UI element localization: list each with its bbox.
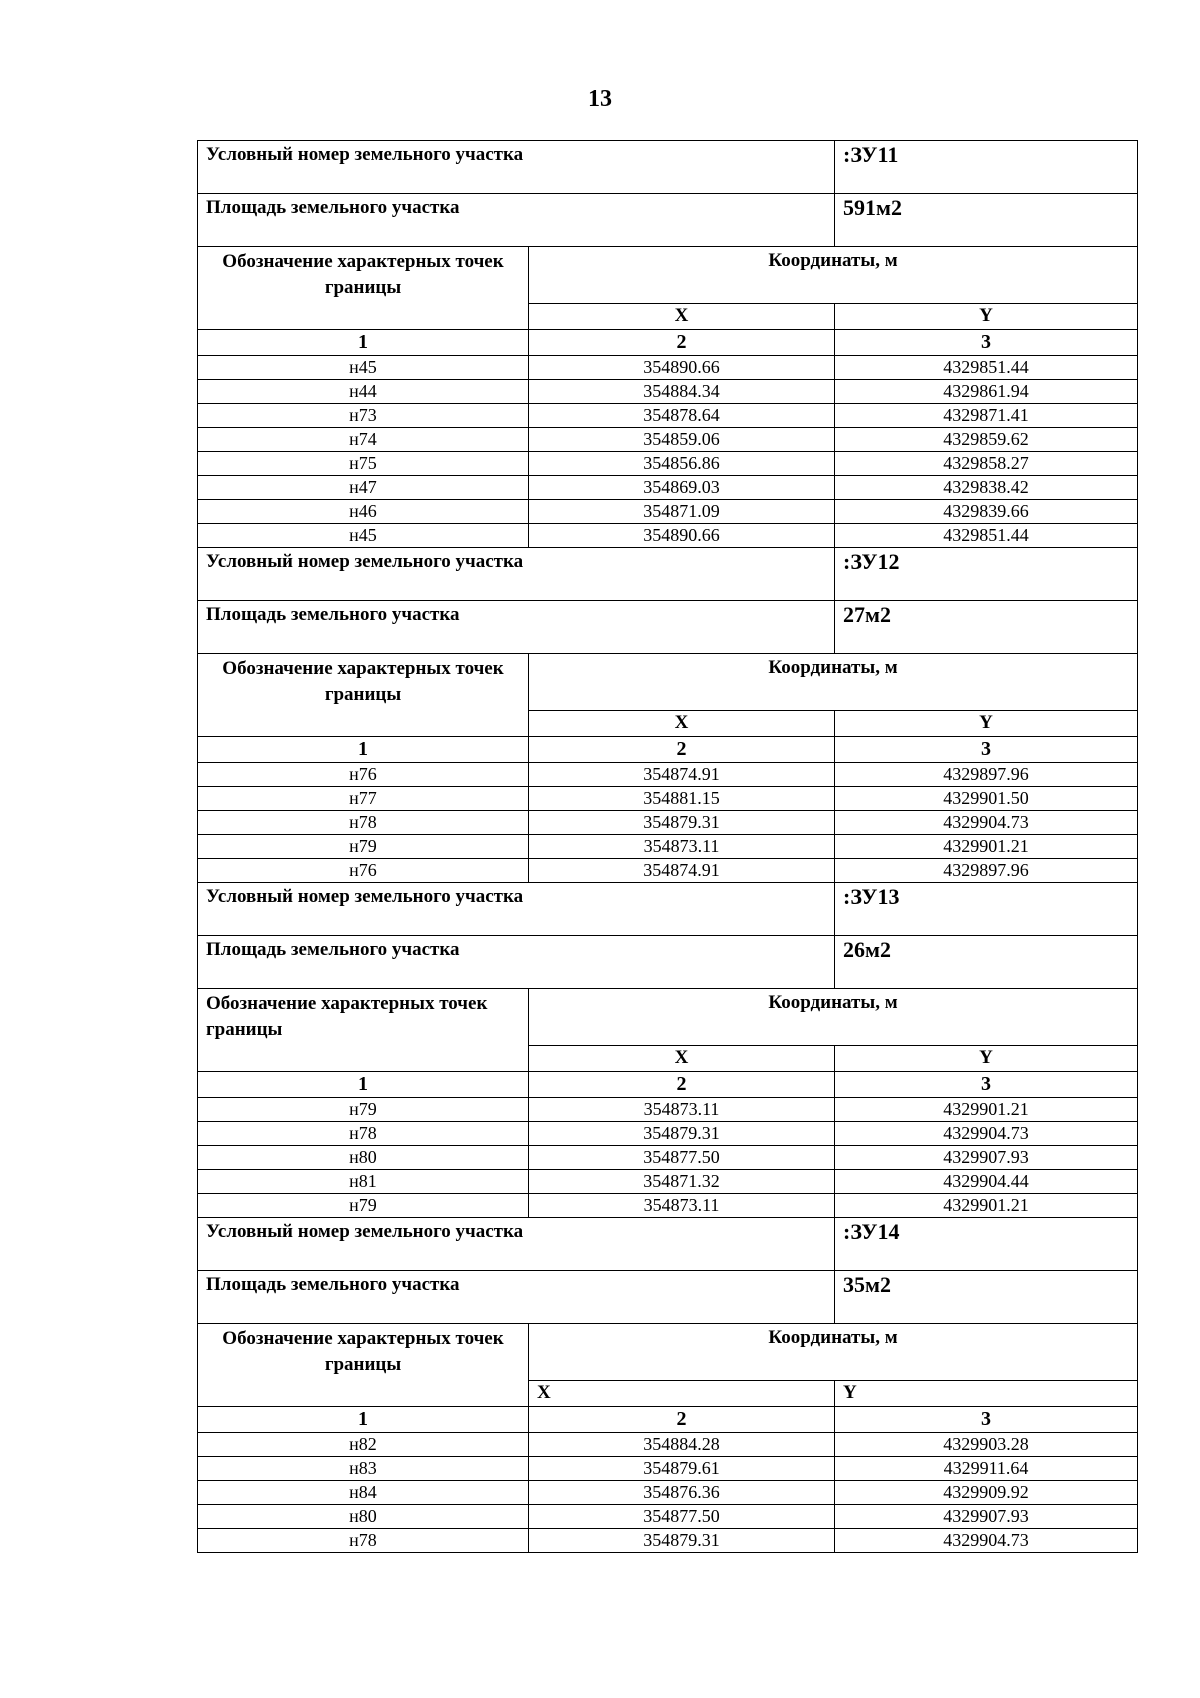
column-index-2: 2 <box>529 330 835 356</box>
point-row <box>198 452 1138 476</box>
plot-area-row <box>198 936 1138 989</box>
page-number: 13 <box>588 86 612 112</box>
column-index-3: 3 <box>835 330 1138 356</box>
point-row <box>198 524 1138 548</box>
point-name: н83 <box>198 1457 529 1481</box>
point-y: 4329904.73 <box>835 1122 1138 1146</box>
point-name: н76 <box>198 859 529 883</box>
x-header: X <box>529 711 835 737</box>
point-x: 354878.64 <box>529 404 835 428</box>
coords-header-row <box>198 247 1138 304</box>
point-row <box>198 1481 1138 1505</box>
point-y: 4329858.27 <box>835 452 1138 476</box>
points-designation-header: Обозначение характерных точек границы <box>198 654 529 737</box>
plot-number-row <box>198 1218 1138 1271</box>
point-row <box>198 787 1138 811</box>
plot-number-value: :ЗУ11 <box>835 141 1138 194</box>
plot-number-label: Условный номер земельного участка <box>198 883 835 936</box>
column-index-row <box>198 1072 1138 1098</box>
point-name: н84 <box>198 1481 529 1505</box>
point-name: н79 <box>198 1098 529 1122</box>
plot-number-row <box>198 548 1138 601</box>
point-y: 4329851.44 <box>835 356 1138 380</box>
column-index-3: 3 <box>835 1072 1138 1098</box>
column-index-3: 3 <box>835 1407 1138 1433</box>
points-designation-header: Обозначение характерных точек границы <box>198 1324 529 1407</box>
x-header: X <box>529 304 835 330</box>
plot-number-label: Условный номер земельного участка <box>198 141 835 194</box>
column-index-1: 1 <box>198 330 529 356</box>
point-x: 354890.66 <box>529 524 835 548</box>
point-row <box>198 763 1138 787</box>
point-row <box>198 428 1138 452</box>
point-x: 354877.50 <box>529 1146 835 1170</box>
point-y: 4329901.21 <box>835 1098 1138 1122</box>
y-header: Y <box>835 1381 1138 1407</box>
point-x: 354879.31 <box>529 1529 835 1553</box>
land-plots-table <box>197 140 1138 1553</box>
point-name: н45 <box>198 356 529 380</box>
point-x: 354890.66 <box>529 356 835 380</box>
coords-header-row <box>198 989 1138 1046</box>
plot-number-value: :ЗУ13 <box>835 883 1138 936</box>
point-row <box>198 811 1138 835</box>
plot-number-row <box>198 141 1138 194</box>
point-name: н79 <box>198 835 529 859</box>
plot-number-label: Условный номер земельного участка <box>198 1218 835 1271</box>
points-designation-header: Обозначение характерных точек границы <box>198 989 529 1072</box>
point-name: н80 <box>198 1505 529 1529</box>
point-row <box>198 1146 1138 1170</box>
column-index-2: 2 <box>529 737 835 763</box>
point-x: 354879.61 <box>529 1457 835 1481</box>
point-name: н74 <box>198 428 529 452</box>
plot-area-row <box>198 601 1138 654</box>
point-y: 4329907.93 <box>835 1146 1138 1170</box>
point-name: н44 <box>198 380 529 404</box>
plot-area-row <box>198 1271 1138 1324</box>
point-row <box>198 859 1138 883</box>
point-row <box>198 1098 1138 1122</box>
point-x: 354873.11 <box>529 835 835 859</box>
point-x: 354884.34 <box>529 380 835 404</box>
point-y: 4329859.62 <box>835 428 1138 452</box>
point-name: н78 <box>198 1529 529 1553</box>
point-x: 354877.50 <box>529 1505 835 1529</box>
point-y: 4329861.94 <box>835 380 1138 404</box>
column-index-row <box>198 737 1138 763</box>
point-x: 354879.31 <box>529 1122 835 1146</box>
point-x: 354869.03 <box>529 476 835 500</box>
point-name: н79 <box>198 1194 529 1218</box>
point-y: 4329904.73 <box>835 1529 1138 1553</box>
point-x: 354876.36 <box>529 1481 835 1505</box>
point-row <box>198 1122 1138 1146</box>
point-name: н76 <box>198 763 529 787</box>
point-y: 4329909.92 <box>835 1481 1138 1505</box>
point-name: н77 <box>198 787 529 811</box>
point-name: н75 <box>198 452 529 476</box>
point-name: н82 <box>198 1433 529 1457</box>
column-index-row <box>198 330 1138 356</box>
plot-area-value: 27м2 <box>835 601 1138 654</box>
point-row <box>198 1170 1138 1194</box>
point-x: 354884.28 <box>529 1433 835 1457</box>
y-header: Y <box>835 304 1138 330</box>
point-row <box>198 1505 1138 1529</box>
point-y: 4329897.96 <box>835 859 1138 883</box>
point-y: 4329904.44 <box>835 1170 1138 1194</box>
point-y: 4329851.44 <box>835 524 1138 548</box>
coordinates-header: Координаты, м <box>529 989 1138 1046</box>
point-y: 4329901.21 <box>835 835 1138 859</box>
point-x: 354856.86 <box>529 452 835 476</box>
point-x: 354859.06 <box>529 428 835 452</box>
point-x: 354879.31 <box>529 811 835 835</box>
point-y: 4329903.28 <box>835 1433 1138 1457</box>
point-y: 4329838.42 <box>835 476 1138 500</box>
column-index-1: 1 <box>198 1407 529 1433</box>
column-index-1: 1 <box>198 737 529 763</box>
plot-area-row <box>198 194 1138 247</box>
plot-area-value: 591м2 <box>835 194 1138 247</box>
point-row <box>198 356 1138 380</box>
point-x: 354873.11 <box>529 1194 835 1218</box>
point-name: н47 <box>198 476 529 500</box>
coordinates-header: Координаты, м <box>529 1324 1138 1381</box>
point-row <box>198 500 1138 524</box>
plot-area-label: Площадь земельного участка <box>198 1271 835 1324</box>
column-index-1: 1 <box>198 1072 529 1098</box>
point-name: н80 <box>198 1146 529 1170</box>
point-name: н46 <box>198 500 529 524</box>
point-row <box>198 1457 1138 1481</box>
column-index-3: 3 <box>835 737 1138 763</box>
point-row <box>198 1433 1138 1457</box>
point-y: 4329904.73 <box>835 811 1138 835</box>
plot-area-label: Площадь земельного участка <box>198 936 835 989</box>
point-name: н73 <box>198 404 529 428</box>
point-y: 4329911.64 <box>835 1457 1138 1481</box>
point-x: 354871.09 <box>529 500 835 524</box>
plot-number-value: :ЗУ14 <box>835 1218 1138 1271</box>
coordinates-header: Координаты, м <box>529 654 1138 711</box>
column-index-2: 2 <box>529 1407 835 1433</box>
coords-header-row <box>198 654 1138 711</box>
point-row <box>198 835 1138 859</box>
x-header: X <box>529 1046 835 1072</box>
point-x: 354871.32 <box>529 1170 835 1194</box>
point-row <box>198 1194 1138 1218</box>
point-row <box>198 476 1138 500</box>
point-name: н81 <box>198 1170 529 1194</box>
point-name: н78 <box>198 811 529 835</box>
point-x: 354873.11 <box>529 1098 835 1122</box>
x-header: X <box>529 1381 835 1407</box>
plot-area-value: 35м2 <box>835 1271 1138 1324</box>
point-row <box>198 380 1138 404</box>
point-y: 4329901.50 <box>835 787 1138 811</box>
point-y: 4329871.41 <box>835 404 1138 428</box>
plot-number-value: :ЗУ12 <box>835 548 1138 601</box>
point-x: 354874.91 <box>529 763 835 787</box>
column-index-2: 2 <box>529 1072 835 1098</box>
plot-area-value: 26м2 <box>835 936 1138 989</box>
points-designation-header: Обозначение характерных точек границы <box>198 247 529 330</box>
point-y: 4329839.66 <box>835 500 1138 524</box>
point-x: 354881.15 <box>529 787 835 811</box>
point-row <box>198 1529 1138 1553</box>
plot-number-row <box>198 883 1138 936</box>
coords-header-row <box>198 1324 1138 1381</box>
point-row <box>198 404 1138 428</box>
point-x: 354874.91 <box>529 859 835 883</box>
point-y: 4329897.96 <box>835 763 1138 787</box>
point-name: н45 <box>198 524 529 548</box>
coordinates-header: Координаты, м <box>529 247 1138 304</box>
point-y: 4329907.93 <box>835 1505 1138 1529</box>
plot-area-label: Площадь земельного участка <box>198 601 835 654</box>
point-name: н78 <box>198 1122 529 1146</box>
plot-area-label: Площадь земельного участка <box>198 194 835 247</box>
y-header: Y <box>835 1046 1138 1072</box>
point-y: 4329901.21 <box>835 1194 1138 1218</box>
column-index-row <box>198 1407 1138 1433</box>
plot-number-label: Условный номер земельного участка <box>198 548 835 601</box>
y-header: Y <box>835 711 1138 737</box>
